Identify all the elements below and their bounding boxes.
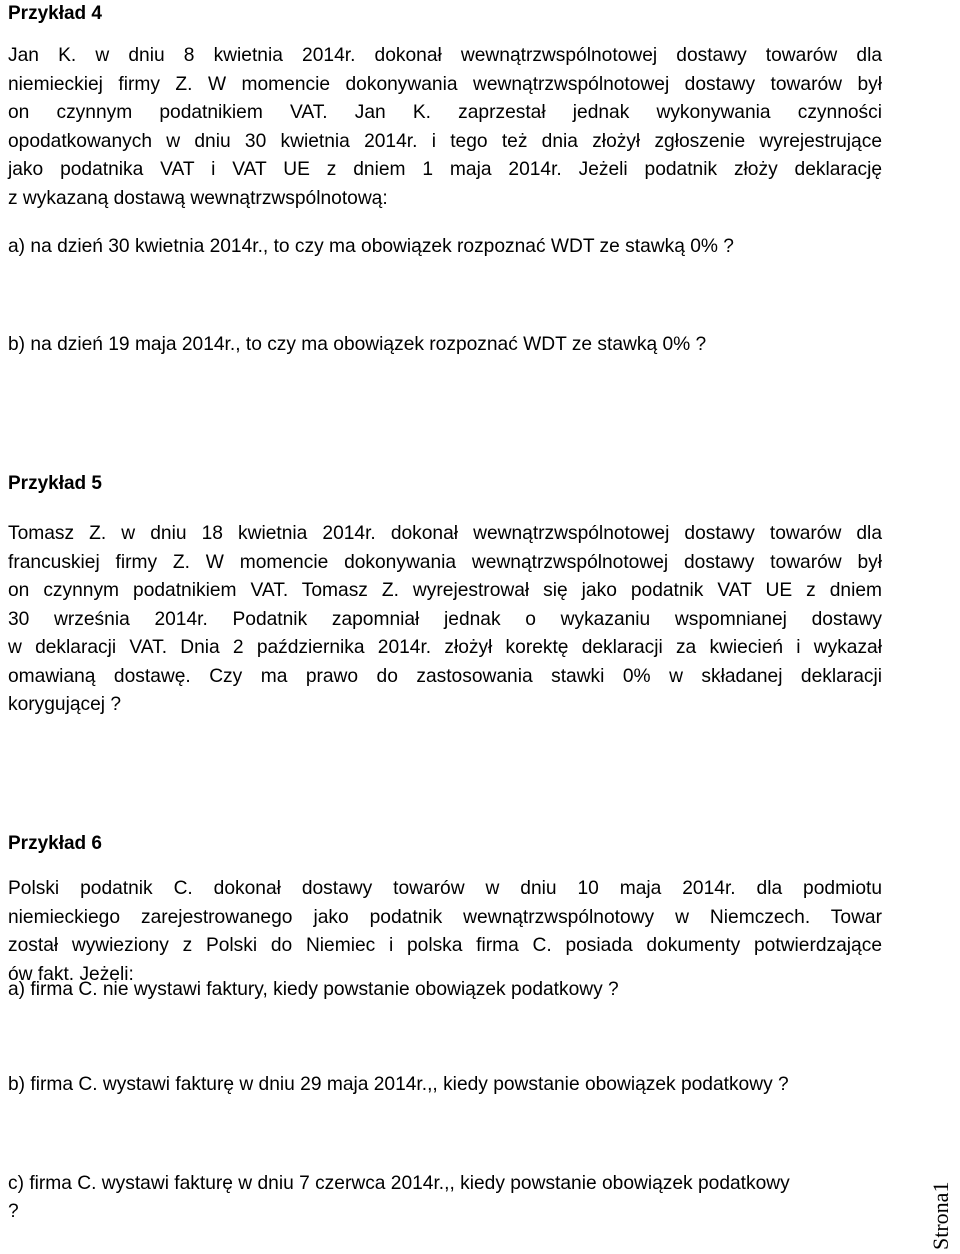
question-text: c) firma C. wystawi fakturę w dniu 7 czerwca 2014r.,, kiedy powstanie obowiązek podatkowy — [8, 1173, 790, 1194]
example-6-paragraph — [8, 875, 882, 989]
example-4-section — [8, 0, 882, 28]
example-4-question-b — [8, 331, 882, 359]
example-4-line: on czynnym podatnikiem VAT. Jan K. zaprzestał jednak wykonywania czynności — [8, 102, 882, 123]
example-6-question-c — [8, 1170, 882, 1226]
example-6-line: niemieckiego zarejestrowanego jako podatnik wewnątrzwspólnotowy w Niemczech. Towar — [8, 906, 882, 928]
question-text: a) firma C. nie wystawi faktury, kiedy powstanie obowiązek podatkowy ? — [8, 979, 619, 1000]
example-4-paragraph — [8, 42, 882, 213]
example-4-line: z wykazaną dostawą wewnątrzwspólnotową: — [8, 187, 388, 209]
example-5-line: 30 września 2014r. Podatnik zapomniał jednak o wykazaniu wspomnianej dostawy — [8, 608, 882, 630]
question-text: b) na dzień 19 maja 2014r., to czy ma obowiązek rozpoznać WDT ze stawką 0% ? — [8, 334, 707, 355]
example-5-line: w deklaracji VAT. Dnia 2 października 2014r. złożył korektę deklaracji za kwiecień i wykazał — [8, 637, 882, 658]
example-6-question-a — [8, 976, 882, 1004]
example-6-question-b — [8, 1071, 882, 1099]
page-number-footer — [924, 1150, 956, 1250]
example-5-line: francuskiej firmy Z. W momencie dokonywania wewnątrzwspólnotowej dostawy towarów był — [8, 551, 882, 573]
example-6-line: został wywieziony z Polski do Niemiec i polska firma C. posiada dokumenty potwierdzające — [8, 935, 882, 956]
example-6-body — [8, 875, 882, 989]
question-text: b) firma C. wystawi fakturę w dniu 29 maja 2014r.,, kiedy powstanie obowiązek podatkowy ? — [8, 1074, 789, 1095]
example-5-line: omawianą dostawę. Czy ma prawo do zastosowania stawki 0% w składanej deklaracji — [8, 665, 882, 687]
example-6-line: Polski podatnik C. dokonał dostawy towarów w dniu 10 maja 2014r. dla podmiotu — [8, 878, 882, 899]
example-4-line: jako podatnika VAT i VAT UE z dniem 1 maja 2014r. Jeżeli podatnik złoży deklarację — [8, 159, 882, 180]
example-4-question-a — [8, 233, 882, 261]
example-4-body — [8, 42, 882, 213]
example-6-title: Przykład 6 — [8, 833, 102, 854]
example-5-line: Tomasz Z. w dniu 18 kwietnia 2014r. dokonał wewnątrzwspólnotowej dostawy towarów dla — [8, 523, 882, 544]
example-4-line: Jan K. w dniu 8 kwietnia 2014r. dokonał wewnątrzwspólnotowej dostawy towarów dla — [8, 45, 882, 66]
example-6-section — [8, 830, 882, 858]
example-5-line: korygującej ? — [8, 694, 122, 715]
example-4-line: niemieckiej firmy Z. W momencie dokonywania wewnątrzwspólnotowej dostawy towarów był — [8, 73, 882, 95]
example-4-line: opodatkowanych w dniu 30 kwietnia 2014r. i tego też dnia złożył zgłoszenie wyrejestrujące — [8, 130, 882, 152]
example-4-title: Przykład 4 — [8, 3, 102, 24]
example-6-line: ów fakt. Jeżeli: — [8, 963, 134, 985]
example-5-line: on czynnym podatnikiem VAT. Tomasz Z. wyrejestrował się jako podatnik VAT UE z dniem — [8, 580, 882, 601]
question-text: a) na dzień 30 kwietnia 2014r., to czy ma obowiązek rozpoznać WDT ze stawką 0% ? — [8, 236, 734, 257]
example-5-title: Przykład 5 — [8, 473, 102, 494]
example-5-section — [8, 470, 882, 498]
example-5-paragraph — [8, 520, 882, 720]
page-number-label: Strona1 — [928, 1181, 953, 1250]
example-5-body — [8, 520, 882, 720]
question-text-continued: ? — [8, 1201, 19, 1222]
